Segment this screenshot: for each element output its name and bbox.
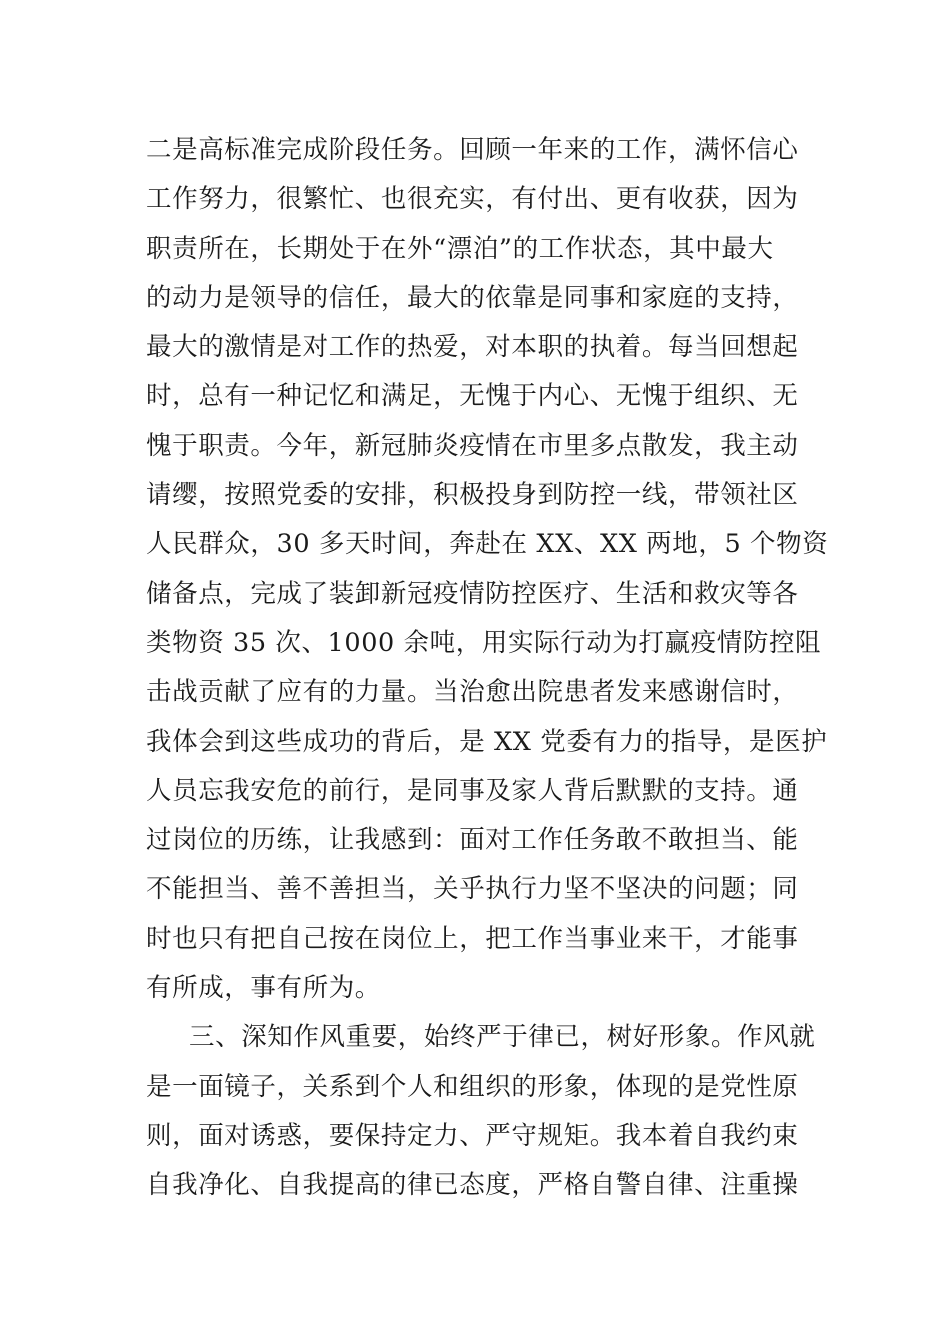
text-line: 击战贡献了应有的力量。当治愈出院患者发来感谢信时， (146, 677, 799, 708)
text-line: 愧于职责。今年，新冠肺炎疫情在市里多点散发，我主动 (146, 430, 799, 461)
text-line: 人员忘我安危的前行，是同事及家人背后默默的支持。通 (146, 775, 799, 806)
text-line: 的动力是领导的信任，最大的依靠是同事和家庭的支持， (146, 282, 799, 313)
text-line: 我体会到这些成功的背后，是 XX 党委有力的指导，是医护 (146, 726, 828, 757)
paragraph (146, 1013, 826, 1210)
text-line: 时也只有把自己按在岗位上，把工作当事业来干，才能事 (146, 923, 799, 954)
text-line: 职责所在，长期处于在外“漂泊”的工作状态，其中最大 (146, 233, 774, 264)
text-line: 自我净化、自我提高的律已态度，严格自警自律、注重操 (146, 1170, 799, 1201)
text-line: 工作努力，很繁忙、也很充实，有付出、更有收获，因为 (146, 184, 799, 215)
paragraph (146, 126, 829, 1013)
text-line: 请缨，按照党委的安排，积极投身到防控一线，带领社区 (146, 480, 799, 511)
text-line: 储备点，完成了装卸新冠疫情防控医疗、生活和救灾等各 (146, 578, 799, 609)
text-line: 则，面对诱惑，要保持定力、严守规矩。我本着自我约束 (146, 1120, 799, 1151)
text-line: 不能担当、善不善担当，关乎执行力坚不坚决的问题；同 (146, 874, 799, 905)
text-line: 时，总有一种记忆和满足，无愧于内心、无愧于组织、无 (146, 381, 799, 412)
text-line: 有所成，事有所为。 (146, 973, 381, 1004)
text-line: 人民群众，30 多天时间，奔赴在 XX、XX 两地，5 个物资 (146, 529, 829, 560)
text-line: 类物资 35 次、1000 余吨，用实际行动为打赢疫情防控阻 (146, 627, 822, 658)
text-line: 二是高标准完成阶段任务。回顾一年来的工作，满怀信心 (146, 135, 799, 165)
document-body (146, 126, 829, 1211)
text-line: 过岗位的历练，让我感到：面对工作任务敢不敢担当、能 (146, 825, 799, 856)
text-line: 是一面镜子，关系到个人和组织的形象，体现的是党性原 (146, 1071, 799, 1102)
text-line: 最大的激情是对工作的热爱，对本职的执着。每当回想起 (146, 332, 799, 363)
text-line: 三、深知作风重要，始终严于律已，树好形象。作风就 (189, 1022, 816, 1053)
